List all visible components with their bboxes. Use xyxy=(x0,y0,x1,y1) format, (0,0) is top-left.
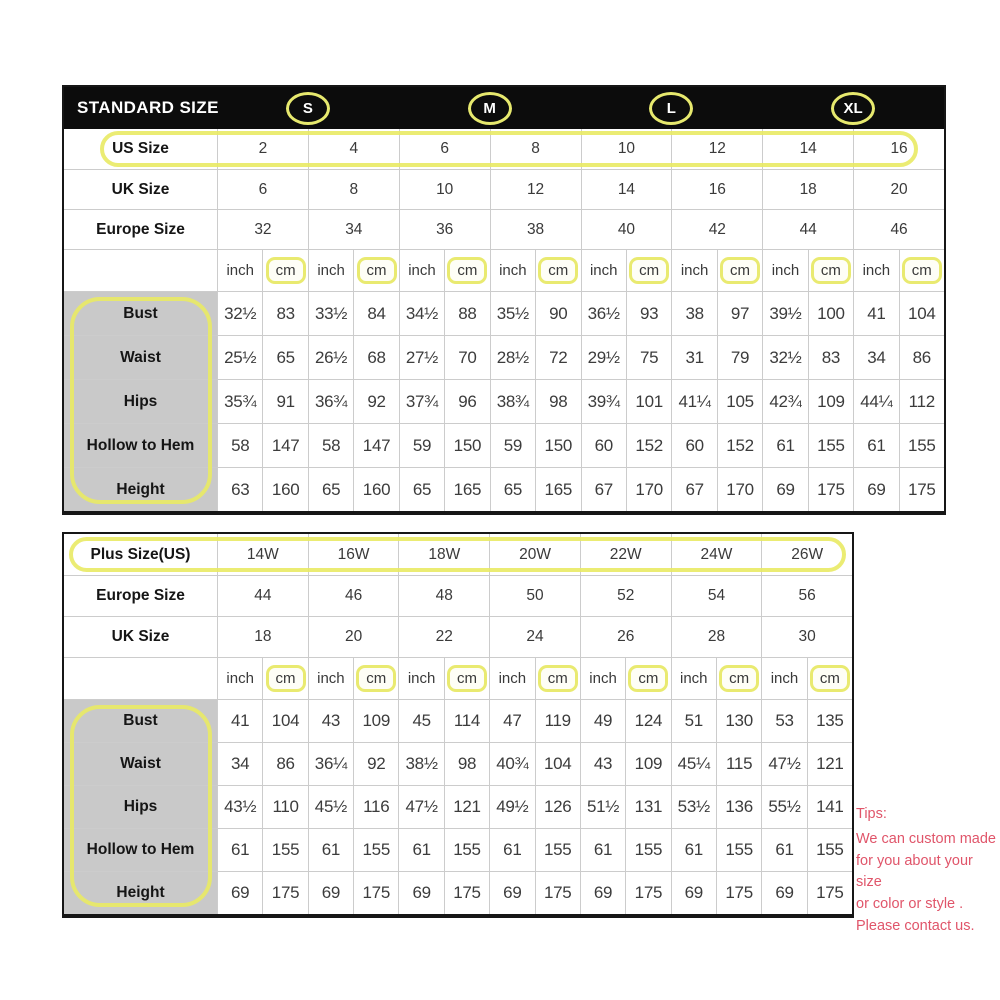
row-label: Waist xyxy=(64,336,217,379)
unit-cell xyxy=(444,250,489,291)
measure-cell: 130 xyxy=(716,700,761,742)
measure-cell: 47½ xyxy=(398,786,443,828)
unit-cell xyxy=(625,658,670,699)
size-cell: 28 xyxy=(671,617,762,657)
measure-cell: 43 xyxy=(580,743,625,785)
measure-cell: 59 xyxy=(399,424,444,467)
size-cell: 18 xyxy=(762,170,853,209)
measure-cell: 34 xyxy=(217,743,262,785)
measure-cell: 175 xyxy=(535,872,580,914)
table-row-height xyxy=(64,871,852,914)
measure-cell: 75 xyxy=(626,336,671,379)
cm-highlight-ring: cm xyxy=(810,665,850,692)
measure-cell: 175 xyxy=(899,468,944,511)
measure-cell: 155 xyxy=(716,829,761,871)
measure-cell: 104 xyxy=(535,743,580,785)
measure-cell: 61 xyxy=(580,829,625,871)
measure-cell: 112 xyxy=(899,380,944,423)
row-label: US Size xyxy=(112,140,169,157)
measure-cell: 69 xyxy=(580,872,625,914)
measure-cell: 41¼ xyxy=(671,380,716,423)
measure-cell: 131 xyxy=(625,786,670,828)
measure-cell: 92 xyxy=(353,380,398,423)
row-label: Bust xyxy=(64,292,217,335)
measure-cell: 126 xyxy=(535,786,580,828)
measure-cell: 61 xyxy=(489,829,534,871)
unit-cell xyxy=(535,658,580,699)
measure-cell: 38¾ xyxy=(490,380,535,423)
size-cell: 30 xyxy=(761,617,852,657)
table-row-bust xyxy=(64,291,944,335)
row-label: Waist xyxy=(64,743,217,785)
measure-cell: 150 xyxy=(444,424,489,467)
unit-cell: inch xyxy=(217,658,262,699)
cm-highlight-ring: cm xyxy=(538,257,578,284)
measure-cell: 109 xyxy=(808,380,853,423)
measure-cell: 155 xyxy=(444,829,489,871)
measure-cell: 61 xyxy=(761,829,806,871)
measure-cell: 58 xyxy=(217,424,262,467)
measure-cell: 155 xyxy=(808,424,853,467)
unit-cell xyxy=(262,658,307,699)
measure-cell: 65 xyxy=(262,336,307,379)
measure-cell: 34 xyxy=(853,336,898,379)
unit-cell: inch xyxy=(762,250,807,291)
measure-cell: 69 xyxy=(671,872,716,914)
unit-cell xyxy=(353,658,398,699)
measure-cell: 152 xyxy=(717,424,762,467)
measure-cell: 40¾ xyxy=(489,743,534,785)
measure-cell: 175 xyxy=(444,872,489,914)
unit-cell xyxy=(808,250,853,291)
size-cell: 54 xyxy=(671,576,762,616)
size-cell: 32 xyxy=(217,210,308,249)
table-row-hips xyxy=(64,379,944,423)
measure-cell: 116 xyxy=(353,786,398,828)
size-cell: 18W xyxy=(398,534,489,575)
size-cell: 24 xyxy=(489,617,580,657)
measure-cell: 155 xyxy=(535,829,580,871)
table-row-units xyxy=(64,249,944,291)
measure-cell: 88 xyxy=(444,292,489,335)
size-cell: 36 xyxy=(399,210,490,249)
table-row-us-size xyxy=(64,129,944,169)
unit-cell xyxy=(353,250,398,291)
measure-cell: 45¼ xyxy=(671,743,716,785)
measure-cell: 55½ xyxy=(761,786,806,828)
measure-cell: 147 xyxy=(262,424,307,467)
size-badge-l: L xyxy=(649,92,693,125)
size-cell: 16 xyxy=(853,129,944,169)
size-cell: 12 xyxy=(671,129,762,169)
measure-cell: 105 xyxy=(717,380,762,423)
row-label: Bust xyxy=(64,700,217,742)
unit-cell xyxy=(717,250,762,291)
measure-cell: 51 xyxy=(671,700,716,742)
unit-cell: inch xyxy=(853,250,898,291)
size-cell: 4 xyxy=(308,129,399,169)
measure-cell: 100 xyxy=(808,292,853,335)
measure-cell: 155 xyxy=(353,829,398,871)
measure-cell: 39¾ xyxy=(581,380,626,423)
size-cell: 10 xyxy=(581,129,672,169)
measure-cell: 160 xyxy=(262,468,307,511)
measure-cell: 27½ xyxy=(399,336,444,379)
size-cell: 14 xyxy=(581,170,672,209)
badge-slot-s xyxy=(217,92,399,125)
measure-cell: 98 xyxy=(444,743,489,785)
row-label: Hollow to Hem xyxy=(64,424,217,467)
cm-highlight-ring: cm xyxy=(266,665,306,692)
measure-cell: 86 xyxy=(262,743,307,785)
size-cell: 42 xyxy=(671,210,762,249)
size-badge-s: S xyxy=(286,92,330,125)
measure-cell: 175 xyxy=(262,872,307,914)
measure-cell: 43½ xyxy=(217,786,262,828)
measure-cell: 32½ xyxy=(217,292,262,335)
measure-cell: 109 xyxy=(625,743,670,785)
measure-cell: 109 xyxy=(353,700,398,742)
measure-cell: 72 xyxy=(535,336,580,379)
size-cell: 12 xyxy=(490,170,581,209)
measure-cell: 25½ xyxy=(217,336,262,379)
size-badge-xl: XL xyxy=(831,92,875,125)
measure-cell: 61 xyxy=(398,829,443,871)
row-label: Plus Size(US) xyxy=(90,545,191,563)
measure-cell: 35¾ xyxy=(217,380,262,423)
row-label: UK Size xyxy=(111,628,170,645)
measure-cell: 170 xyxy=(626,468,671,511)
cm-highlight-ring: cm xyxy=(447,665,487,692)
measure-cell: 98 xyxy=(535,380,580,423)
measure-cell: 165 xyxy=(535,468,580,511)
measure-cell: 69 xyxy=(217,872,262,914)
tips-line: for you about your size xyxy=(856,852,973,891)
cm-highlight-ring: cm xyxy=(266,257,306,284)
measure-cell: 61 xyxy=(853,424,898,467)
table-row-uk-size xyxy=(64,616,852,657)
unit-cell xyxy=(899,250,944,291)
measure-cell: 36½ xyxy=(581,292,626,335)
measure-cell: 42¾ xyxy=(762,380,807,423)
tips-line: or color or style . xyxy=(856,896,964,912)
measure-cell: 65 xyxy=(490,468,535,511)
unit-cell: inch xyxy=(671,250,716,291)
table-row-waist xyxy=(64,335,944,379)
cm-highlight-ring: cm xyxy=(811,257,851,284)
measure-cell: 141 xyxy=(807,786,852,828)
table-row-bust xyxy=(64,699,852,742)
size-cell: 20 xyxy=(853,170,944,209)
measure-cell: 119 xyxy=(535,700,580,742)
measure-cell: 69 xyxy=(761,872,806,914)
size-cell: 20 xyxy=(308,617,399,657)
measure-cell: 43 xyxy=(308,700,353,742)
size-cell: 16W xyxy=(308,534,399,575)
measure-cell: 41 xyxy=(217,700,262,742)
size-cell: 40 xyxy=(581,210,672,249)
size-cell: 6 xyxy=(217,170,308,209)
measure-cell: 63 xyxy=(217,468,262,511)
measure-cell: 67 xyxy=(581,468,626,511)
measure-cell: 38½ xyxy=(398,743,443,785)
measure-cell: 86 xyxy=(899,336,944,379)
measure-cell: 36¼ xyxy=(308,743,353,785)
row-label: Hips xyxy=(64,786,217,828)
unit-cell: inch xyxy=(490,250,535,291)
size-cell: 56 xyxy=(761,576,852,616)
size-cell: 6 xyxy=(399,129,490,169)
measure-cell: 150 xyxy=(535,424,580,467)
measure-cell: 175 xyxy=(808,468,853,511)
measure-cell: 61 xyxy=(308,829,353,871)
measure-cell: 69 xyxy=(308,872,353,914)
measure-cell: 28½ xyxy=(490,336,535,379)
measure-cell: 83 xyxy=(808,336,853,379)
cm-highlight-ring: cm xyxy=(720,257,760,284)
unit-cell: inch xyxy=(399,250,444,291)
table-row-europe-size xyxy=(64,575,852,616)
table-row-waist xyxy=(64,742,852,785)
measure-cell: 104 xyxy=(899,292,944,335)
unit-cell xyxy=(716,658,761,699)
measure-cell: 170 xyxy=(717,468,762,511)
measure-cell: 49½ xyxy=(489,786,534,828)
measure-cell: 53½ xyxy=(671,786,716,828)
measure-cell: 70 xyxy=(444,336,489,379)
unit-cell: inch xyxy=(217,250,262,291)
size-cell: 2 xyxy=(217,129,308,169)
size-cell: 22 xyxy=(398,617,489,657)
measure-cell: 101 xyxy=(626,380,671,423)
size-cell: 20W xyxy=(489,534,580,575)
table-row-hollow-to-hem xyxy=(64,423,944,467)
measure-cell: 92 xyxy=(353,743,398,785)
measure-cell: 26½ xyxy=(308,336,353,379)
size-cell: 8 xyxy=(490,129,581,169)
size-cell: 44 xyxy=(762,210,853,249)
size-badge-m: M xyxy=(468,92,512,125)
measure-cell: 155 xyxy=(807,829,852,871)
unit-cell: inch xyxy=(761,658,806,699)
measure-cell: 47 xyxy=(489,700,534,742)
unit-cell: inch xyxy=(308,250,353,291)
measure-cell: 160 xyxy=(353,468,398,511)
size-cell: 16 xyxy=(671,170,762,209)
row-label: Hollow to Hem xyxy=(64,829,217,871)
measure-cell: 37¾ xyxy=(399,380,444,423)
measure-cell: 155 xyxy=(262,829,307,871)
measure-cell: 152 xyxy=(626,424,671,467)
measure-cell: 69 xyxy=(853,468,898,511)
unit-cell xyxy=(807,658,852,699)
measure-cell: 51½ xyxy=(580,786,625,828)
measure-cell: 115 xyxy=(716,743,761,785)
measure-cell: 61 xyxy=(671,829,716,871)
measure-cell: 110 xyxy=(262,786,307,828)
cm-highlight-ring: cm xyxy=(628,665,668,692)
table-row-europe-size xyxy=(64,209,944,249)
measure-cell: 60 xyxy=(581,424,626,467)
unit-cell xyxy=(444,658,489,699)
measure-cell: 175 xyxy=(807,872,852,914)
row-label: Hips xyxy=(64,380,217,423)
measure-cell: 53 xyxy=(761,700,806,742)
cm-highlight-ring: cm xyxy=(719,665,759,692)
measure-cell: 60 xyxy=(671,424,716,467)
measure-cell: 45 xyxy=(398,700,443,742)
row-label: Europe Size xyxy=(96,587,185,604)
size-cell: 26 xyxy=(580,617,671,657)
measure-cell: 33½ xyxy=(308,292,353,335)
measure-cell: 69 xyxy=(398,872,443,914)
measure-cell: 175 xyxy=(353,872,398,914)
measure-cell: 29½ xyxy=(581,336,626,379)
measure-cell: 114 xyxy=(444,700,489,742)
size-cell: 34 xyxy=(308,210,399,249)
measure-cell: 97 xyxy=(717,292,762,335)
unit-cell: inch xyxy=(581,250,626,291)
measure-cell: 45½ xyxy=(308,786,353,828)
size-cell: 22W xyxy=(580,534,671,575)
size-cell: 46 xyxy=(853,210,944,249)
measure-cell: 68 xyxy=(353,336,398,379)
unit-cell xyxy=(626,250,671,291)
measure-cell: 165 xyxy=(444,468,489,511)
unit-cell: inch xyxy=(308,658,353,699)
size-cell: 48 xyxy=(398,576,489,616)
measure-cell: 104 xyxy=(262,700,307,742)
row-label: Height xyxy=(64,872,217,914)
measure-cell: 96 xyxy=(444,380,489,423)
size-cell: 44 xyxy=(217,576,308,616)
measure-cell: 147 xyxy=(353,424,398,467)
tips-title: Tips: xyxy=(856,806,887,822)
unit-cell xyxy=(262,250,307,291)
measure-cell: 35½ xyxy=(490,292,535,335)
measure-cell: 69 xyxy=(489,872,534,914)
measure-cell: 39½ xyxy=(762,292,807,335)
unit-cell: inch xyxy=(671,658,716,699)
measure-cell: 69 xyxy=(762,468,807,511)
badge-slot-xl xyxy=(762,92,944,125)
size-cell: 38 xyxy=(490,210,581,249)
table-row-plus-size-us xyxy=(64,534,852,575)
size-cell: 10 xyxy=(399,170,490,209)
row-label xyxy=(64,658,217,699)
measure-cell: 155 xyxy=(899,424,944,467)
cm-highlight-ring: cm xyxy=(902,257,942,284)
cm-highlight-ring: cm xyxy=(357,257,397,284)
measure-cell: 65 xyxy=(399,468,444,511)
measure-cell: 36¾ xyxy=(308,380,353,423)
measure-cell: 38 xyxy=(671,292,716,335)
size-cell: 8 xyxy=(308,170,399,209)
measure-cell: 175 xyxy=(625,872,670,914)
measure-cell: 175 xyxy=(716,872,761,914)
table-row-uk-size xyxy=(64,169,944,209)
standard-size-title: STANDARD SIZE xyxy=(77,98,219,117)
tips-line: Please contact us. xyxy=(856,917,975,934)
measure-cell: 44¼ xyxy=(853,380,898,423)
cm-highlight-ring: cm xyxy=(447,257,487,284)
size-cell: 14W xyxy=(217,534,308,575)
plus-size-rows xyxy=(64,534,852,914)
measure-cell: 59 xyxy=(490,424,535,467)
size-cell: 18 xyxy=(217,617,308,657)
unit-cell: inch xyxy=(398,658,443,699)
row-label: Height xyxy=(64,468,217,511)
measure-cell: 34½ xyxy=(399,292,444,335)
size-cell: 14 xyxy=(762,129,853,169)
measure-cell: 67 xyxy=(671,468,716,511)
plus-size-table xyxy=(62,532,854,918)
measure-cell: 84 xyxy=(353,292,398,335)
table-row-hips xyxy=(64,785,852,828)
measure-cell: 32½ xyxy=(762,336,807,379)
measure-cell: 31 xyxy=(671,336,716,379)
measure-cell: 93 xyxy=(626,292,671,335)
row-label: Europe Size xyxy=(96,220,185,238)
size-cell: 52 xyxy=(580,576,671,616)
badge-slot-l xyxy=(581,92,763,125)
standard-size-table xyxy=(62,85,946,515)
measure-cell: 90 xyxy=(535,292,580,335)
row-label xyxy=(64,250,217,291)
measure-cell: 65 xyxy=(308,468,353,511)
measure-cell: 79 xyxy=(717,336,762,379)
measure-cell: 124 xyxy=(625,700,670,742)
tips-note xyxy=(856,804,1000,938)
table-row-hollow-to-hem xyxy=(64,828,852,871)
measure-cell: 47½ xyxy=(761,743,806,785)
unit-cell xyxy=(535,250,580,291)
cm-highlight-ring: cm xyxy=(356,665,396,692)
measure-cell: 136 xyxy=(716,786,761,828)
badge-slot-m xyxy=(399,92,581,125)
size-cell: 46 xyxy=(308,576,399,616)
unit-cell: inch xyxy=(580,658,625,699)
row-label: UK Size xyxy=(111,180,170,198)
measure-cell: 58 xyxy=(308,424,353,467)
measure-cell: 61 xyxy=(217,829,262,871)
standard-size-header-bar xyxy=(64,87,944,129)
measure-cell: 121 xyxy=(444,786,489,828)
cm-highlight-ring: cm xyxy=(538,665,578,692)
table-row-units xyxy=(64,657,852,699)
table-row-height xyxy=(64,467,944,511)
size-cell: 24W xyxy=(671,534,762,575)
standard-size-rows xyxy=(64,129,944,511)
measure-cell: 49 xyxy=(580,700,625,742)
measure-cell: 155 xyxy=(625,829,670,871)
measure-cell: 83 xyxy=(262,292,307,335)
size-cell: 26W xyxy=(761,534,852,575)
measure-cell: 121 xyxy=(807,743,852,785)
tips-line: We can custom made xyxy=(856,830,996,847)
measure-cell: 91 xyxy=(262,380,307,423)
unit-cell: inch xyxy=(489,658,534,699)
size-cell: 50 xyxy=(489,576,580,616)
measure-cell: 135 xyxy=(807,700,852,742)
measure-cell: 41 xyxy=(853,292,898,335)
cm-highlight-ring: cm xyxy=(629,257,669,284)
measure-cell: 61 xyxy=(762,424,807,467)
